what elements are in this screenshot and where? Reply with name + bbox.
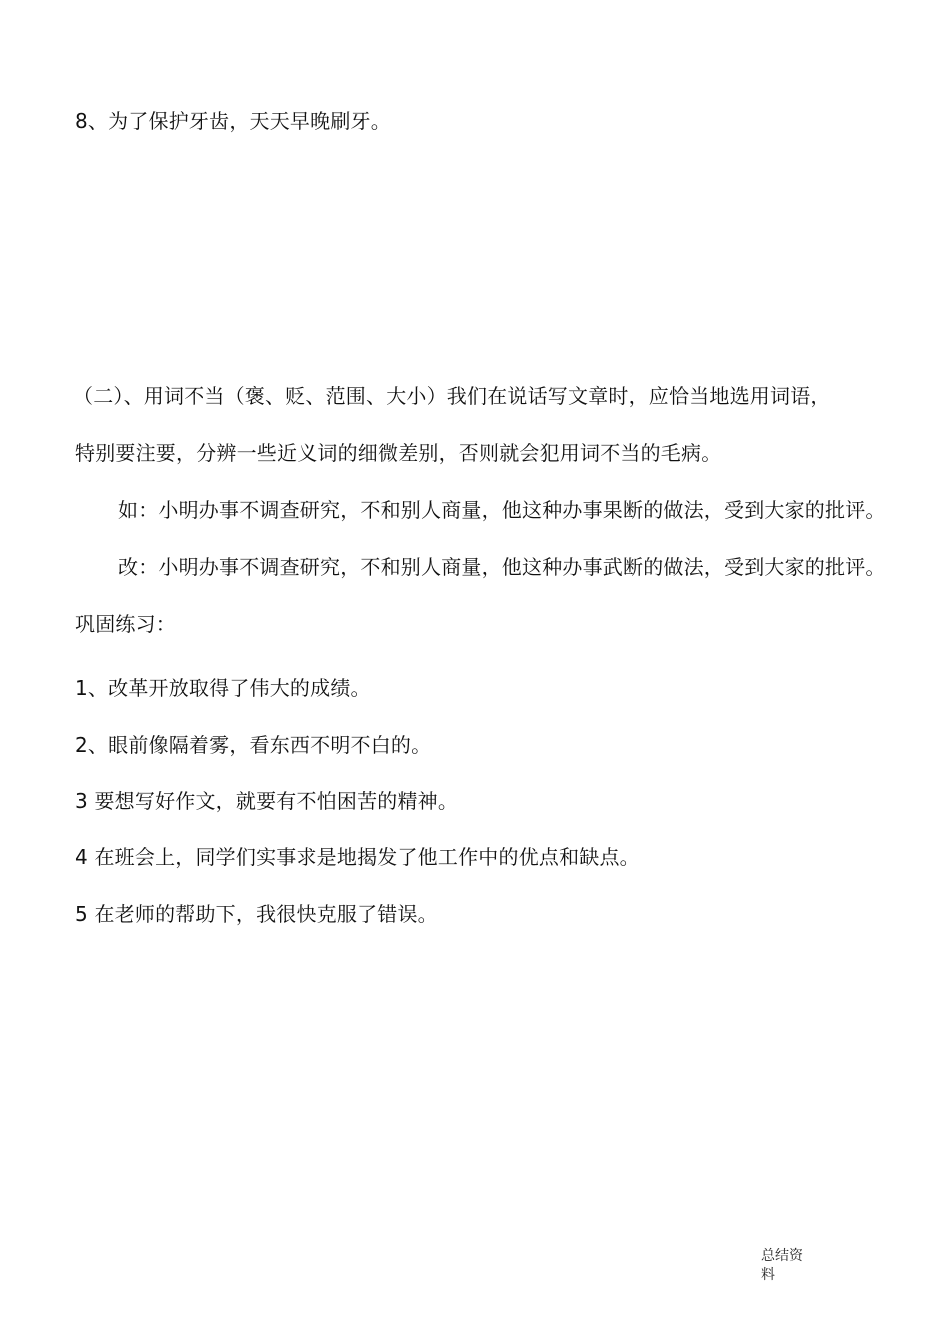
footer-line-2: 料 — [761, 1267, 775, 1283]
page-footer — [761, 1247, 821, 1285]
section-heading-line: （二）、用词不当（褒、贬、范围、大小）我们在说话写文章时，应恰当地选用词语， — [73, 384, 831, 408]
practice-item-3: 3 要想写好作文，就要有不怕困苦的精神。 — [75, 789, 459, 813]
section-body-line: 特别要注要，分辨一些近义词的细微差别，否则就会犯用词不当的毛病。 — [75, 441, 722, 465]
footer-line-1: 总结资 — [761, 1248, 803, 1264]
practice-item-5: 5 在老师的帮助下，我很快克服了错误。 — [75, 902, 438, 926]
exercise-item-8: 8、为了保护牙齿，天天早晚刷牙。 — [75, 109, 391, 133]
practice-item-4: 4 在班会上，同学们实事求是地揭发了他工作中的优点和缺点。 — [75, 845, 640, 869]
corrected-sentence: 改：小明办事不调查研究，不和别人商量，他这种办事武断的做法，受到大家的批评。 — [118, 555, 886, 579]
example-sentence: 如：小明办事不调查研究，不和别人商量，他这种办事果断的做法，受到大家的批评。 — [118, 498, 886, 522]
practice-title: 巩固练习： — [75, 612, 176, 636]
practice-item-2: 2、眼前像隔着雾，看东西不明不白的。 — [75, 733, 432, 757]
practice-item-1: 1、改革开放取得了伟大的成绩。 — [75, 676, 371, 700]
